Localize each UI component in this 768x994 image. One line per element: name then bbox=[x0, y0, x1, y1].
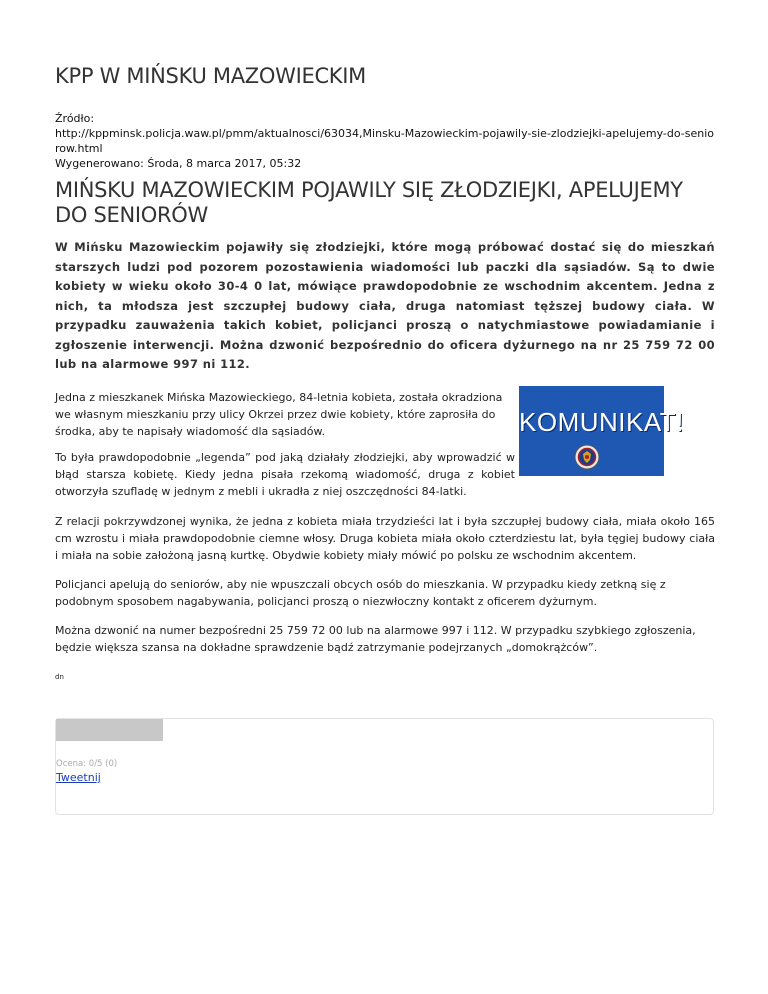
komunikat-image bbox=[519, 386, 684, 476]
source-label: Źródło: bbox=[55, 112, 95, 125]
paragraph-1: Jedna z mieszkanek Mińska Mazowieckiego, 84-letnia kobieta, została okradziona we własnym mieszkaniu przy ulicy Okrzei przez dwie kobiety, które zaprosiła do środka, aby te napisały wiadomość dla sąsiadów. bbox=[55, 391, 503, 438]
rating-stars-bar[interactable] bbox=[56, 719, 163, 741]
rating-text: Ocena: 0/5 (0) bbox=[56, 759, 118, 769]
social-box bbox=[55, 718, 714, 815]
paragraph-3: Z relacji pokrzywdzonej wynika, że jedna z kobieta miała trzydzieści lat i była szczupłej budowy ciała, miała około 165 cm wzrostu i miała prawdopodobnie ciemne włosy. Druga kobieta miała około czterdziestu lat, była tęgiej budowy ciała i miała na sobie założoną jasną kurtkę. Obydwie kobiety miały mówić po polsku ze wschodnim akcentem. bbox=[55, 515, 715, 562]
tweet-link[interactable]: Tweetnij bbox=[56, 771, 101, 784]
site-title: KPP W MIŃSKU MAZOWIECKIM bbox=[55, 64, 366, 88]
paragraph-5: Można dzwonić na numer bezpośredni 25 759 72 00 lub na alarmowe 997 i 112. W przypadku szybkiego zgłoszenia, będzie większa szansa na dokładne sprawdzenie bądź zatrzymanie podejrzanych „domokrążców”. bbox=[55, 624, 696, 654]
article-lead: W Mińsku Mazowieckim pojawiły się złodziejki, które mogą próbować dostać się do mieszkań starszych ludzi pod pozorem pozostawienia wiadomości lub paczki dla sąsiadów. Są to dwie kobiety w wieku około 30-4 0 lat, mówiące prawdopodobnie ze wschodnim akcentem. Jedna z nich, ta młodsza jest szczupłej budowy ciała, druga natomiast tęższej budowy ciała. W przypadku zauważenia takich kobiet, policjanci proszą o natychmiastowe powiadamianie i zgłoszenie interwencji. Można dzwonić bezpośrednio do oficera dyżurnego na nr 25 759 72 00 lub na alarmowe 997 ni 112. bbox=[55, 240, 715, 371]
paragraph-4: Policjanci apelują do seniorów, aby nie wpuszczali obcych osób do mieszkania. W przypadku kiedy zetkną się z podobnym sposobem nagabywania, policjanci proszą o niezwłoczny kontakt z oficerem dyżurnym. bbox=[55, 578, 666, 608]
generated-date: Wygenerowano: Środa, 8 marca 2017, 05:32 bbox=[55, 157, 302, 170]
paragraph-2: To była prawdopodobnie „legenda” pod jaką działały złodziejki, aby wprowadzić w błąd starsza kobietę. Kiedy jedna pisała rzekomą wiadomość, druga z kobiet otworzyła szufladę w jednym z mebli i ukradła z niej oszczędności 84-latki. bbox=[55, 451, 515, 498]
article-title: MIŃSKU MAZOWIECKIM POJAWILY SIĘ ZŁODZIEJKI, APELUJEMY DO SENIORÓW bbox=[55, 178, 683, 227]
komunikat-image-text: KOMUNIKAT! bbox=[519, 407, 684, 437]
author-initials: dn bbox=[55, 673, 64, 681]
source-url: http://kppminsk.policja.waw.pl/pmm/aktualnosci/63034,Minsku-Mazowieckim-pojawily-sie-zlodziejki-apelujemy-do-seniorow.html bbox=[55, 127, 714, 155]
meta-info bbox=[55, 111, 717, 171]
police-badge-icon bbox=[574, 444, 600, 470]
